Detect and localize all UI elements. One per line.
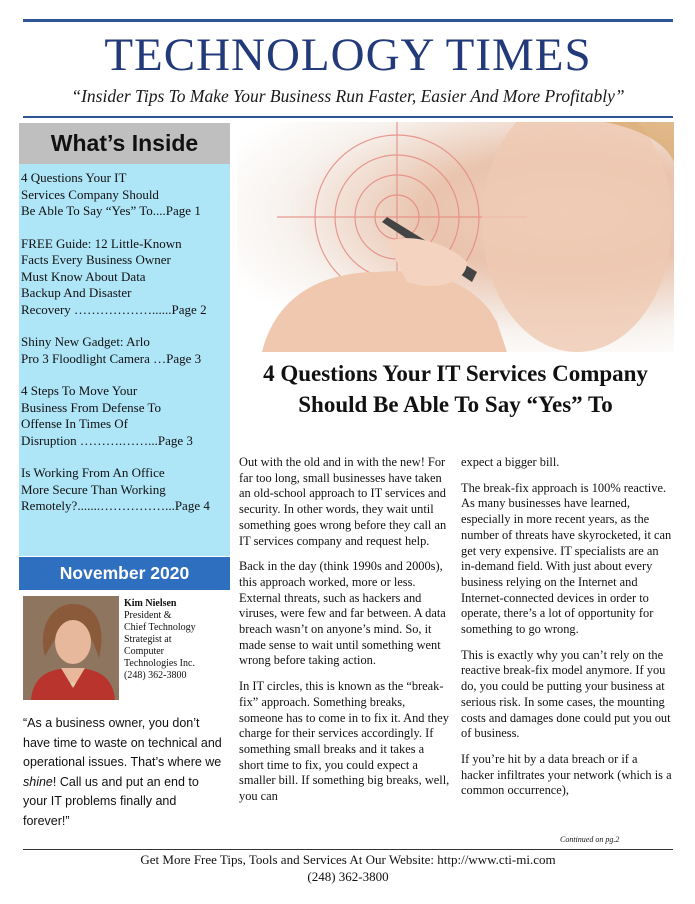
toc-item[interactable] [21,334,228,367]
toc-line: Pro 3 Floodlight Camera …Page 3 [21,350,202,366]
toc-item[interactable] [21,465,228,515]
footer-website-line[interactable]: Get More Free Tips, Tools and Services At Our Website: http://www.cti-mi.com [140,852,556,867]
article-headline: 4 Questions Your IT Services Company Should Be Able To Say “Yes” To [263,361,648,417]
toc-line: Is Working From An Office [21,465,165,480]
toc-item[interactable] [21,170,228,220]
toc-item[interactable] [21,383,228,449]
newsletter-tagline: “Insider Tips To Make Your Business Run Faster, Easier And More Profitably” [71,86,625,106]
article-column-1 [239,455,451,815]
toc-line: Backup And Disaster [21,285,132,300]
toc-line: Business From Defense To [21,399,162,415]
quote-text: ! Call us and put an end to your IT problems finally and forever!” [23,774,199,828]
continued-note: Continued on pg.2 [560,835,620,844]
article-paragraph: Out with the old and in with the new! For far too long, small businesses have taken an old-school approach to IT services and security. In other words, they wait until something goes wrong before they call an IT services company and request help. [239,455,447,548]
toc-line: Must Know About Data [21,268,146,284]
toc-line: Disruption ……….……...Page 3 [21,432,193,448]
footer-phone: (248) 362-3800 [307,869,389,884]
footer [23,851,673,885]
portrait-illustration [23,596,119,700]
owner-quote [23,714,223,831]
toc-line: 4 Steps To Move Your [21,383,138,398]
quote-emphasis: shine [23,774,53,789]
quote-text: “As a business owner, you don’t have time to waste on technical and operational issues. That’s where we [23,716,222,769]
article-paragraph: expect a bigger bill. [461,455,560,469]
hero-image [237,122,674,352]
article-paragraph: This is exactly why you can’t rely on the reactive break-fix model anymore. If you do, you could be putting your business at serious risk. In some cases, the mounting costs and damages done could put you out of business. [461,647,671,741]
toc-line: Shiny New Gadget: Arlo [21,334,150,349]
toc-line: Offense In Times Of [21,416,129,431]
toc-line: More Secure Than Working [21,481,166,497]
toc-line: FREE Guide: 12 Little-Known [21,235,182,251]
author-title-line: President & [124,610,172,621]
newsletter-title: TECHNOLOGY TIMES [104,29,592,81]
toc-line: Recovery ………………......Page 2 [21,301,207,317]
author-photo [23,596,119,700]
author-phone: (248) 362-3800 [124,670,187,681]
top-rule [23,19,673,22]
toc-line: 4 Questions Your IT [21,170,127,185]
article-paragraph: The break-fix approach is 100% reactive. As many businesses have learned, especially in more recent years, as the number of threats have skyrocketed, it can get very expensive. IT specialists are an in-demand field. With just about every business relying on the Internet and Internet-connected devices in order to operate, there’s a lot of opportunity for something to go wrong. [461,480,672,637]
author-title-line: Chief Technology [124,622,196,633]
whats-inside-heading: What’s Inside [19,123,230,164]
author-title-line: Computer [124,646,164,657]
toc-item[interactable] [21,236,228,319]
article-paragraph: Back in the day (think 1990s and 2000s), this approach worked, more or less. External threats, such as hackers and viruses, were few and far between. A data breach wasn’t on anyone’s mind. So, it made sense to wait until something went wrong before taking action. [239,559,446,668]
article-paragraph: In IT circles, this is known as the “break-fix” approach. Something breaks, someone has to come in to fix it. And they charge for their services accordingly. If something small breaks and it takes a short time to fix, you could expect a smaller bill. If something big breaks, well, you can [239,679,450,804]
article-column-2 [461,455,673,809]
author-title-line: Strategist at [124,634,172,645]
table-of-contents [19,164,230,556]
toc-line: Be Able To Say “Yes” To....Page 1 [21,203,201,218]
footer-rule [23,849,673,850]
issue-month-banner: November 2020 [19,557,230,590]
author-title-line: Technologies Inc. [124,658,195,669]
article-paragraph: If you’re hit by a data breach or if a hacker infiltrates your network (which is a common occurrence), [461,751,672,798]
toc-line: Remotely?.......……………...Page 4 [21,498,210,513]
target-touch-illustration [237,122,674,352]
author-name: Kim Nielsen [124,598,177,609]
toc-line: Services Company Should [21,186,159,202]
toc-line: Facts Every Business Owner [21,252,171,267]
author-bio [124,598,234,682]
header-rule [23,116,673,118]
